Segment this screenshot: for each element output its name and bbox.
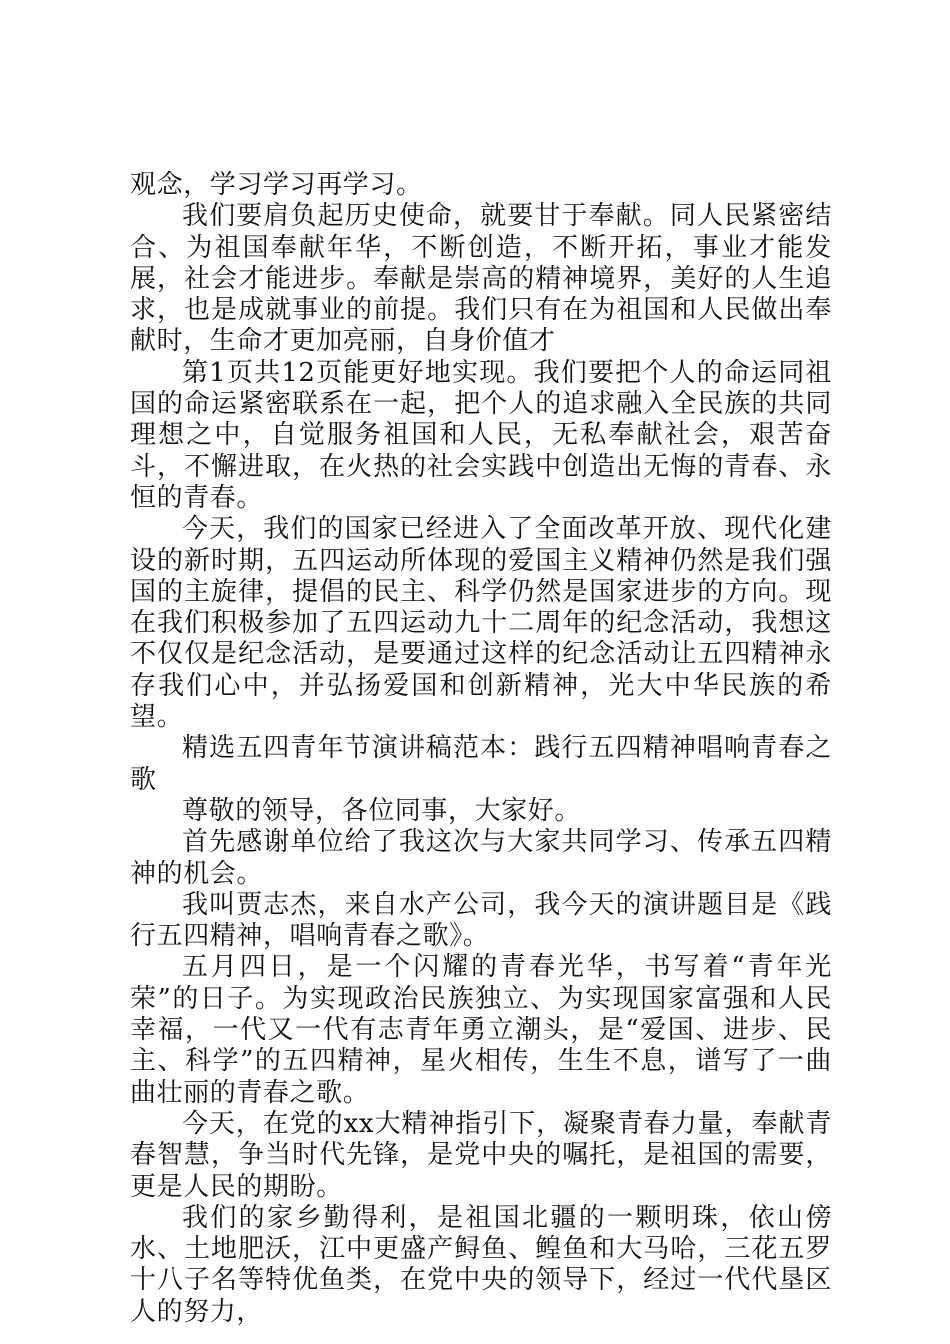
paragraph-8: 我叫贾志杰，来自水产公司，我今天的演讲题目是《践行五四精神，唱响青春之歌》。 <box>130 889 832 952</box>
paragraph-4: 今天，我们的国家已经进入了全面改革开放、现代化建设的新时期，五四运动所体现的爱国主义精神仍然是我们强国的主旋律，提倡的民主、科学仍然是国家进步的方向。现在我们积极参加了五四运动九十二周年的纪念活动，我想这不仅仅是纪念活动，是要通过这样的纪念活动让五四精神永存我们心中，并弘扬爱国和创新精神，光大中华民族的希望。 <box>130 514 832 733</box>
paragraph-9: 五月四日，是一个闪耀的青春光华，书写着“青年光荣”的日子。为实现政治民族独立、为实现国家富强和人民幸福，一代又一代有志青年勇立潮头，是“爱国、进步、民主、科学”的五四精神，星火相传，生生不息，谱写了一曲曲壮丽的青春之歌。 <box>130 952 832 1108</box>
paragraph-2: 我们要肩负起历史使命，就要甘于奉献。同人民紧密结合、为祖国奉献年华，不断创造，不断开拓，事业才能发展，社会才能进步。奉献是崇高的精神境界，美好的人生追求，也是成就事业的前提。我们只有在为祖国和人民做出奉献时，生命才更加亮丽，自身价值才 <box>130 201 832 357</box>
paragraph-1: 观念，学习学习再学习。 <box>130 170 423 200</box>
paragraph-11: 我们的家乡勤得利，是祖国北疆的一颗明珠，依山傍水、土地肥沃，江中更盛产鲟鱼、鳇鱼和大马哈，三花五罗十八子名等特优鱼类，在党中央的领导下，经过一代代垦区人的努力， <box>130 1202 832 1327</box>
section-title: 精选五四青年节演讲稿范本：践行五四精神唱响青春之歌 <box>130 733 832 795</box>
paragraph-7: 首先感谢单位给了我这次与大家共同学习、传承五四精神的机会。 <box>130 827 832 889</box>
document-body <box>130 170 832 1328</box>
paragraph-10: 今天，在党的xx大精神指引下，凝聚青春力量，奉献青春智慧，争当时代先锋，是党中央的嘱托，是祖国的需要，更是人民的期盼。 <box>130 1108 832 1202</box>
paragraph-3: 第1页共12页能更好地实现。我们要把个人的命运同祖国的命运紧密联系在一起，把个人的追求融入全民族的共同理想之中，自觉服务祖国和人民，无私奉献社会，艰苦奋斗，不懈进取，在火热的社会实践中创造出无悔的青春、永恒的青春。 <box>130 357 832 513</box>
greeting: 尊敬的领导，各位同事，大家好。 <box>182 795 582 826</box>
